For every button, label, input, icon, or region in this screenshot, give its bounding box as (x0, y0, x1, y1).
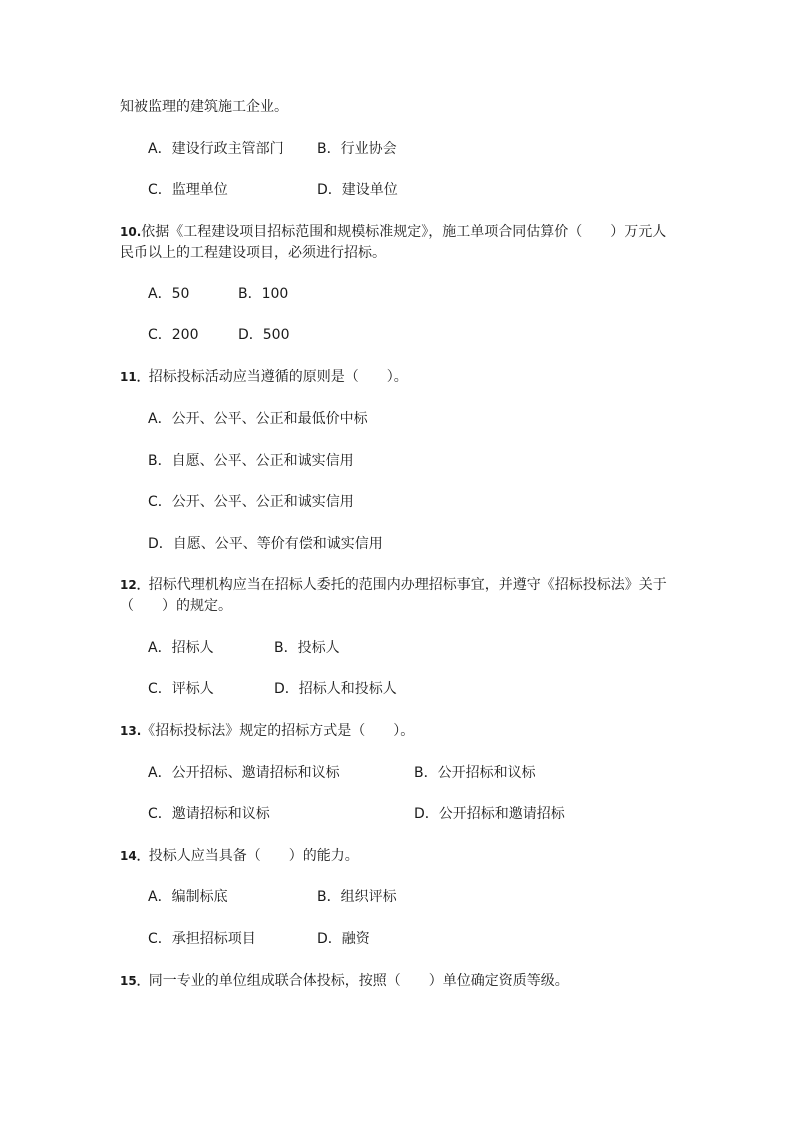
question-10 (120, 222, 680, 264)
question-number: 10. (120, 225, 142, 239)
option-c: C．承担招标项目 (148, 931, 256, 947)
question-number: 14． (120, 849, 149, 863)
question-number: 13. (120, 724, 142, 738)
question-13 (120, 721, 680, 742)
option-d: D．建设单位 (317, 182, 398, 198)
option-c: C．监理单位 (148, 182, 228, 198)
question-12 (120, 575, 680, 617)
option-b: B．组织评标 (317, 889, 397, 905)
option-b: B．投标人 (274, 640, 340, 656)
option-a: A．招标人 (148, 640, 214, 656)
option-c: C．邀请招标和议标 (148, 806, 270, 822)
option-c: C．公开、公平、公正和诚实信用 (148, 494, 354, 510)
option-a: A．公开、公平、公正和最低价中标 (148, 411, 368, 427)
option-d: D．融资 (317, 931, 370, 947)
option-b: B．行业协会 (317, 141, 397, 157)
option-c: C．评标人 (148, 681, 214, 697)
question-text: 招标投标活动应当遵循的原则是（ ）。 (148, 369, 408, 385)
option-d: D．公开招标和邀请招标 (414, 806, 565, 822)
option-a: A．建设行政主管部门 (148, 141, 284, 157)
question-text: 依据《工程建设项目招标范围和规模标准规定》，施工单项合同估算价（ ）万元人民币以上的工程建设项目，必须进行招标。 (120, 224, 667, 261)
question-11 (120, 367, 680, 388)
option-a: A．公开招标、邀请招标和议标 (148, 765, 340, 781)
option-b: B．自愿、公平、公正和诚实信用 (148, 453, 354, 469)
question-text: 同一专业的单位组成联合体投标，按照（ ）单位确定资质等级。 (148, 973, 569, 989)
question-number: 11． (120, 370, 149, 384)
question-number: 15． (120, 974, 149, 988)
question-15 (120, 971, 680, 992)
option-c: C．200 (148, 327, 199, 343)
option-a: A．编制标底 (148, 889, 228, 905)
option-b: B．100 (238, 286, 289, 302)
option-d: D．招标人和投标人 (274, 681, 397, 697)
option-d: D．500 (238, 327, 290, 343)
question-text: 招标代理机构应当在招标人委托的范围内办理招标事宜，并遵守《招标投标法》关于（ ）的规定。 (120, 577, 667, 614)
question-14 (120, 846, 680, 867)
option-a: A．50 (148, 286, 190, 302)
question-text: 投标人应当具备（ ）的能力。 (148, 848, 359, 864)
option-d: D．自愿、公平、等价有偿和诚实信用 (148, 536, 383, 552)
option-b: B．公开招标和议标 (414, 765, 536, 781)
question-number: 12． (120, 578, 149, 592)
question-text: 《招标投标法》规定的招标方式是（ ）。 (141, 723, 415, 739)
question-continuation: 知被监理的建筑施工企业。 (120, 99, 288, 115)
